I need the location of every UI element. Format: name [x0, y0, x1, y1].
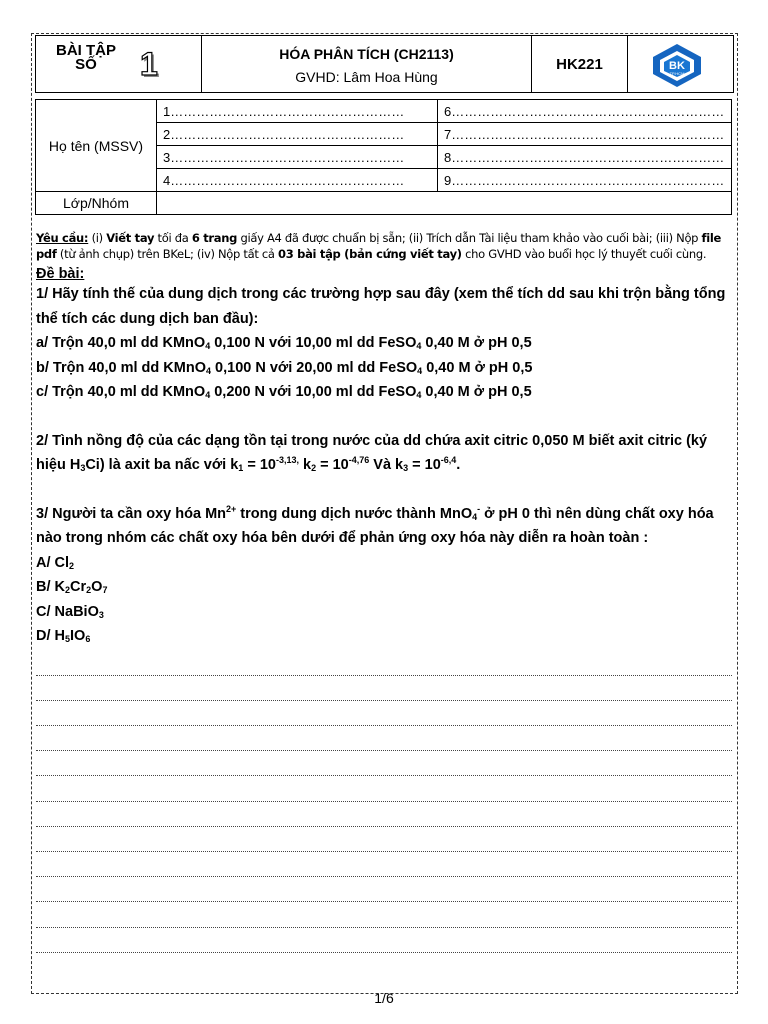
term-cell: [532, 36, 628, 92]
req-bold: 03 bài tập (bản cứng viết tay): [278, 247, 462, 261]
member-slot-4[interactable]: 4………………………………………………: [157, 169, 438, 192]
answer-line[interactable]: [36, 651, 732, 676]
svg-text:BK: BK: [669, 60, 685, 72]
exercise-label: [56, 44, 116, 72]
option-b: B/ $K_2Cr_2O_7$: [36, 579, 108, 595]
answer-line[interactable]: [36, 776, 732, 801]
answer-line[interactable]: [36, 802, 732, 827]
requirement-label: Yêu cầu:: [36, 231, 89, 245]
answer-lines[interactable]: [36, 651, 732, 953]
answer-line[interactable]: [36, 701, 732, 726]
question-2: 2/ Tình nồng độ của các dạng tồn tại trong nước của dd chứa axit citric 0,050 M biết axit citric (ký hiệu $H_3Ci$) là axit ba nấc với $k_1 = 10^{-3,13,}$ $k_2 = 10^{-4,76}$ Và $k_3 = 10^{-6,4}$.: [36, 432, 708, 473]
problem-heading: Đề bài:: [36, 266, 85, 282]
question-1b: b/ Trộn 40,0 ml dd KMnO$_4$ 0,100 N với 20,00 ml dd FeSO$_4$ 0,40 M ở pH 0,5: [36, 359, 533, 376]
course-title: HÓA PHÂN TÍCH (CH2113): [279, 46, 454, 62]
answer-line[interactable]: [36, 676, 732, 701]
req-part: (từ ảnh chụp) trên BKeL; (iv) Nộp tất cả: [56, 247, 279, 261]
page-number: 1/6: [374, 990, 394, 1006]
exercise-cell: [36, 36, 202, 92]
answer-line[interactable]: [36, 852, 732, 877]
question-1a: a/ Trộn 40,0 ml dd KMnO$_4$ 0,100 N với 10,00 ml dd FeSO$_4$ 0,40 M ở pH 0,5: [36, 335, 532, 351]
instructor: GVHD: Lâm Hoa Hùng: [295, 69, 438, 85]
member-slot-1[interactable]: 1………………………………………………: [157, 100, 438, 123]
question-1c: c/ Trộn 40,0 ml dd KMnO$_4$ 0,200 N với 10,00 ml dd FeSO$_4$ 0,40 M ở pH 0,5: [36, 384, 532, 400]
req-part: tối đa: [154, 231, 192, 245]
exercise-label-line2: SỐ: [75, 56, 97, 73]
req-bold: file pdf: [36, 231, 722, 261]
exercise-label-line1: BÀI TẬP: [56, 42, 116, 59]
req-bold: 6 trang: [191, 231, 238, 245]
course-cell: [202, 36, 532, 92]
group-label: Lớp/Nhóm: [36, 192, 157, 215]
answer-line[interactable]: [36, 902, 732, 927]
member-slot-2[interactable]: 2………………………………………………: [157, 123, 438, 146]
header-table: [35, 35, 734, 93]
answer-line[interactable]: [36, 726, 732, 751]
members-table: [35, 99, 732, 215]
answer-line[interactable]: [36, 751, 732, 776]
bk-logo-icon: [651, 43, 703, 87]
req-part: giấy A4 đã được chuẩn bị sẵn; (ii) Trích dẫn Tài liệu tham khảo vào cuối bài; (iii) Nộp: [237, 231, 702, 245]
req-part: cho GVHD vào buổi học lý thuyết cuối cùng.: [461, 247, 707, 261]
option-c: C/ NaBiO$_3$: [36, 603, 104, 620]
question-1: 1/ Hãy tính thế của dung dịch trong các trường hợp sau đây (xem thể tích dd sau khi trộn bằng tổng thể tích các dung dịch ban đầu):: [36, 286, 726, 327]
name-label: Họ tên (MSSV): [36, 100, 157, 192]
req-part: (i): [88, 231, 107, 245]
option-d: D/ $H_5IO_6$: [36, 628, 91, 644]
exercise-number: 1: [140, 46, 158, 82]
option-a: A/ $Cl_2$: [36, 554, 75, 571]
member-slot-6[interactable]: 6………………………………………………………: [438, 100, 732, 123]
content: [36, 230, 732, 953]
req-bold: Viết tay: [106, 231, 155, 245]
group-field[interactable]: [157, 192, 732, 215]
term: HK221: [556, 56, 603, 73]
requirement-text: [36, 230, 732, 262]
member-slot-3[interactable]: 3………………………………………………: [157, 146, 438, 169]
svg-text:TP.HCM: TP.HCM: [669, 71, 685, 76]
answer-line[interactable]: [36, 877, 732, 902]
member-slot-9[interactable]: 9………………………………………………………: [438, 169, 732, 192]
answer-line[interactable]: [36, 827, 732, 852]
member-slot-8[interactable]: 8………………………………………………………: [438, 146, 732, 169]
question-3: 3/ Người ta cần oxy hóa $Mn^{2+}$ trong dung dịch nước thành MnO$_4$- ở pH 0 thì nên dùng chất oxy hóa nào trong nhóm các chất oxy hóa bên dưới để phản ứng oxy hóa này diễn ra hoàn toàn :: [36, 503, 714, 546]
logo-cell: [628, 36, 733, 92]
member-slot-7[interactable]: 7………………………………………………………: [438, 123, 732, 146]
answer-line[interactable]: [36, 928, 732, 953]
